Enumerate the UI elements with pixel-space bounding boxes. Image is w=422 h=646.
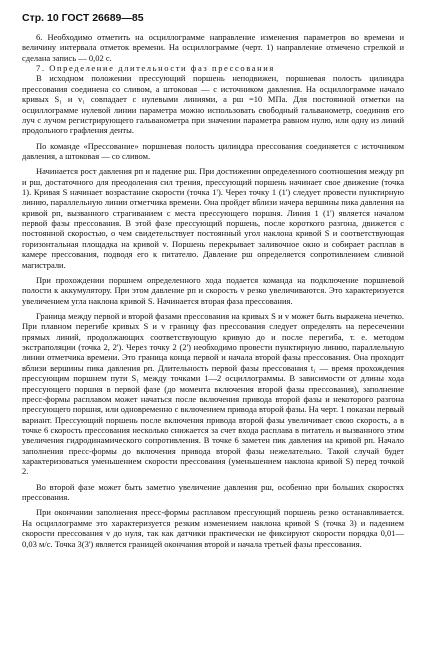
paragraph-pressure-note: Во второй фазе может быть заметно увеличение давления pш, особенно при больших скоростях прессования.: [22, 481, 404, 503]
paragraph-initial-position: В исходном положении прессующий поршень неподвижен, поршневая полость цилиндра прессования соединена со сливом, а штоковая — с источником давления. На осциллограмме начало кривых S₁ и v₁ совпадает с нулевыми линиями, а pш =10 МПа. Для постоянной отметки на осциллограмме нулевой линии параметра можно использовать свободный гальванометр, соединив его луч с лучом регистрирующего гальванометра при значении параметра равном нулю, или одну из линий продольного графления денты.: [22, 73, 404, 136]
paragraph-second-phase: При прохождении поршнем определенного хода подается команда на подключение поршневой полости к аккумулятору. При этом давление pп и скорость v резко увеличиваются. Это характеризуется увеличением угла наклона кривой S. Начинается вторая фаза прессования.: [22, 274, 404, 306]
paragraph-end-fill: При окончании заполнения пресс-формы расплавом прессующий поршень резко останавливается. На осциллограмме это характеризуется резким изменением наклона кривой S (точка 3) и падением скорости прессования v до нуля, так как датчики практически не фиксируют скорости порядка 0,01—0,03 м/с. Точка 3(3') является границей окончания второй и начала третьей фазы прессования.: [22, 507, 404, 549]
section-heading: 7. Определение длительности фаз прессования: [36, 63, 275, 74]
paragraph-6: 6. Необходимо отметить на осциллограмме направление изменения параметров во времени и величину интервала отметок времени. На осциллограмме (черт. 1) направление отмечено стрелкой и сделана запись — 0,02 с.: [22, 32, 404, 63]
paragraph-phase-boundary: Граница между первой и второй фазами прессования на кривых S и v может быть выражена нечетко. При плавном перегибе кривых S и v границу фаз прессования следует определять на пересечении прямых линий, продолжающих соответствующую кривую до и после перегиба, т. е. методом экстраполяции (точка 2, 2'). Через точку 2 (2') необходимо провести пунктирную линию, параллельную линии отметчика времени. Это граница конца первой и начала второй фазы прессования. Она проходит вблизи вершины пика давления pп. Длительность первой фазы прессования t₁ — время прохождения прессующим поршнем пути S₁ между точками 1—2 осциллограммы. В зависимости от длины хода прессующего поршня в первой фазе (до момента включения второй фазы прессования), заполнение пресс-формы расплавом может начаться после включения привода второй фазы и некоторого разгона прессующего поршня, или одновременно с включением привода второй фазы. На черт. 1 показан первый вариант. Прессующий поршень после включения привода второй фазы увеличивает свою скорость, а в точке 6 скорость прессования несколько снижается за счет входа расплава в питатель и вызванного этим увеличения гидродинамического сопротивления. В точке 6 заметен пик давления на кривой pп. Начало заполнения пресс-формы до включения привода второй фазы нежелательно. Такой случай будет характеризоваться уменьшением скорости прессования (уменьшением наклона кривой S) перед точкой 2.: [22, 310, 404, 477]
paragraph-first-phase: Начинается рост давления pп и падение pш. При достижении определенного соотношения между pп и pш, достаточного для преодоления сил трения, прессующий поршень начинает свое движение (точка 1). Кривая S начинает возрастание скорости (точка 1'). Через точку 1 (1') следует провести пунктирную линию, параллельную линии отметчика времени. Она пройдет вблизи начера вершины пика давления на кривой pп, вызванного страгиванием с места прессующего поршня. Линия 1 (1') является началом первой фазы прессования. В этой фазе прессующий поршень, после короткого разгона, движется с постоянной скоростью, о чем свидетельствует постоянный угол наклона кривой S и соответствующая горизонтальная площадка на кривой v. Поршень перекрывает заливочное окно и собирает расплав в камере прессования, подводя его к питателю. Давление pш определяется сопротивлением сливной магистрали.: [22, 166, 404, 270]
page-header: Стр. 10 ГОСТ 26689—85: [22, 12, 144, 24]
paragraph-command: По команде «Прессование» поршневая полость цилиндра прессования соединяется с источником давления, а штоковая — со сливом.: [22, 140, 404, 161]
